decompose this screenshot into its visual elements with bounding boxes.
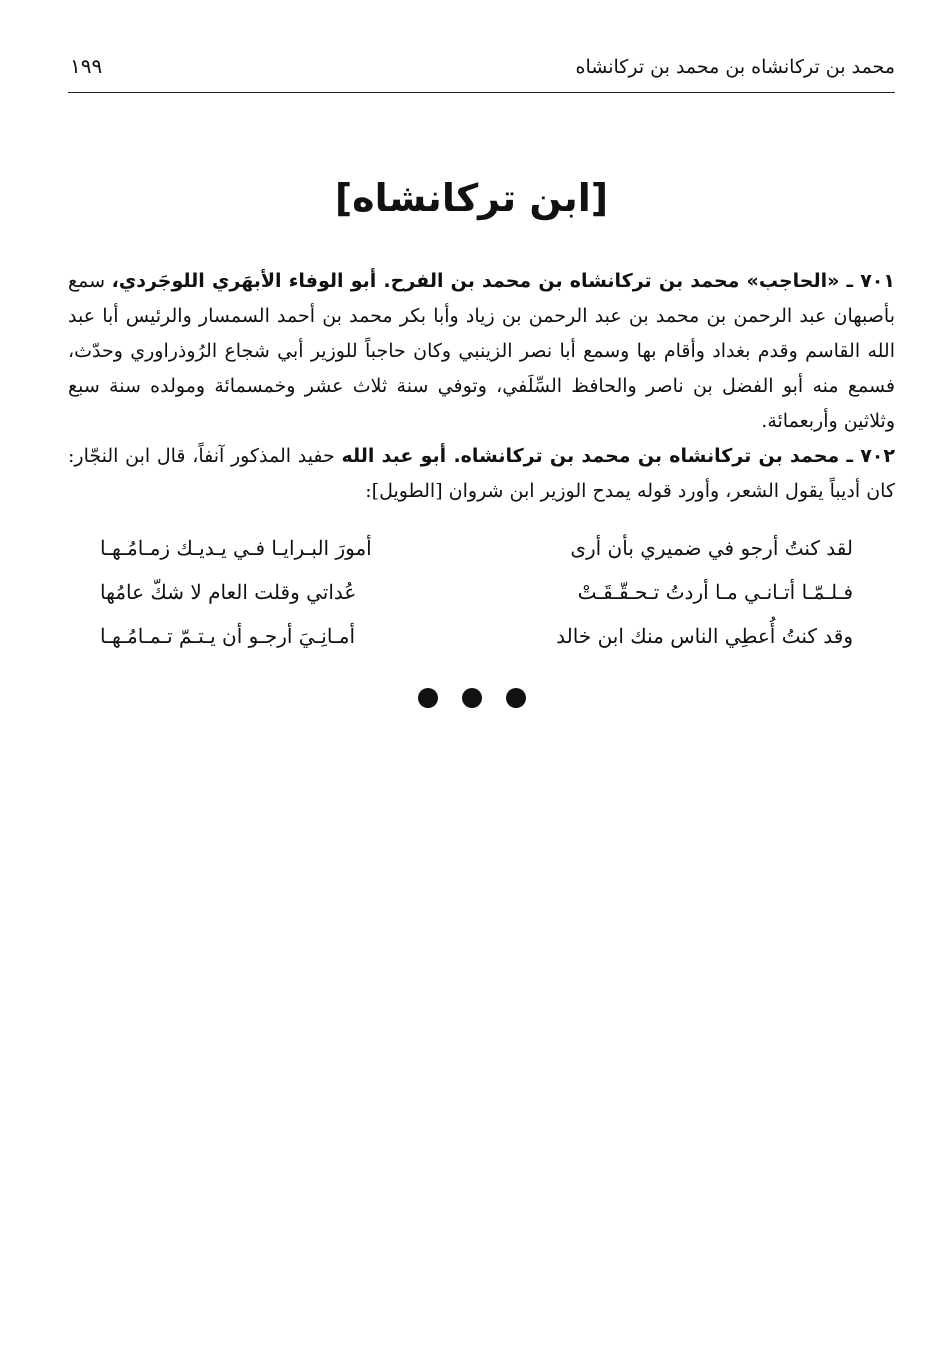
- entry-702: [68, 439, 895, 509]
- entry-702-heading: ٧٠٢ ـ محمد بن تركانشاه بن محمد بن تركانشاه. أبو عبد الله: [341, 445, 895, 467]
- entry-701: [68, 264, 895, 439]
- verse-second-hemistich: أمـانِـيَ أرجـو أن يـتـمّ تـمـامُـهـا: [100, 624, 356, 648]
- section-end-separator: [0, 688, 943, 712]
- section-heading: [ابن تركانشاه]: [334, 176, 609, 220]
- verse-first-hemistich: وقد كنتُ أُعطِي الناس منك ابن خالد: [556, 624, 853, 648]
- poem-verse: [100, 570, 853, 614]
- biography-entries: [68, 264, 895, 509]
- separator-dot: [462, 688, 482, 708]
- entry-702-text: حفيد المذكور آنفاً، قال ابن النجّار: كان أديباً يقول الشعر، وأورد قوله يمدح الوزير ابن شروان [الطويل]:: [68, 445, 895, 502]
- separator-dot: [418, 688, 438, 708]
- poem-verse: [100, 614, 853, 658]
- poem: [100, 526, 853, 658]
- page-number: ١٩٩: [70, 54, 103, 78]
- verse-second-hemistich: أمورَ البـرايـا فـي يـديـك زمـامُـهـا: [100, 536, 372, 560]
- poem-verse: [100, 526, 853, 570]
- entry-701-heading: ٧٠١ ـ «الحاجب» محمد بن تركانشاه بن محمد بن الفرح. أبو الوفاء الأبهَري اللوجَردي،: [111, 270, 895, 292]
- separator-dot: [506, 688, 526, 708]
- verse-first-hemistich: فـلـمّـا أتـانـي مـا أردتُ تـحـقّـقَـتْ: [577, 580, 853, 604]
- page-header: [68, 52, 895, 93]
- verse-second-hemistich: عُداتي وقلت العام لا شكّ عامُها: [100, 580, 357, 604]
- verse-first-hemistich: لقد كنتُ أرجو في ضميري بأن أرى: [570, 536, 853, 560]
- running-title: محمد بن تركانشاه بن محمد بن تركانشاه: [575, 56, 895, 78]
- entry-701-text: سمع بأصبهان عبد الرحمن بن محمد بن عبد الرحمن بن زياد وأبا بكر محمد بن أحمد السمسار والرئيس أبا عبد الله القاسم وقدم بغداد وأقام بها وسمع أبا نصر الزينبي وكان حاجباً للوزير أبي شجاع الرُوذراوري وحدّث، فسمع منه أبو الفضل بن ناصر والحافظ السِّلَفي، وتوفي سنة ثلاث عشر وخمسمائة ومولده سنة سبع وثلاثين وأربعمائة.: [68, 270, 895, 432]
